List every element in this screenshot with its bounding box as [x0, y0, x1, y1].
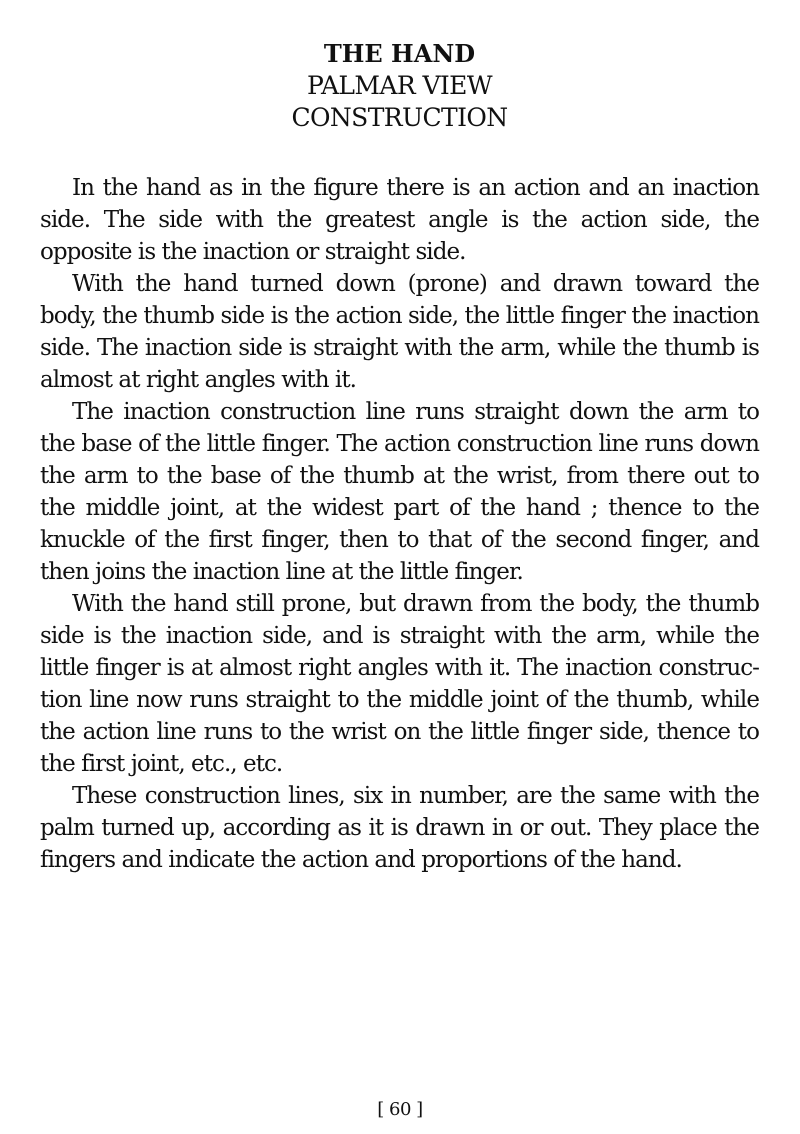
page-title: THE HAND: [323, 39, 476, 68]
paragraph: With the hand still prone, but drawn from the body, the thumb side is the inaction side, and is straight with the arm, while the little finger is at almost right angles with it. The inaction construc-tion line now runs straight to the middle joint of the thumb, while the action line runs to the wrist on the little finger side, thence to the first joint, etc., etc.: [40, 591, 759, 777]
paragraph: With the hand turned down (prone) and drawn toward the body, the thumb side is the action side, the little finger the inaction side. The inaction side is straight with the arm, while the thumb is almost at right angles with it.: [40, 271, 759, 393]
page-content: [40, 38, 759, 876]
chapter-heading: [40, 38, 759, 134]
body-text: [40, 172, 759, 876]
paragraph: These construction lines, six in number, are the same with the palm turned up, according as it is drawn in or out. They place the fingers and indicate the action and proportions of the hand.: [40, 783, 759, 873]
page-subtitle-palmar-view: PALMAR VIEW: [307, 71, 492, 100]
paragraph: In the hand as in the figure there is an action and an inaction side. The side with the greatest angle is the action side, the opposite is the inaction or straight side.: [40, 175, 759, 265]
page-number: [ 60 ]: [377, 1099, 423, 1120]
page-subtitle-construction: CONSTRUCTION: [291, 103, 508, 132]
paragraph: The inaction construction line runs straight down the arm to the base of the little finger. The action construction line runs down the arm to the base of the thumb at the wrist, from there out to the middle joint, at the widest part of the hand ; thence to the knuckle of the first finger, then to that of the second finger, and then joins the inaction line at the little finger.: [40, 399, 759, 585]
